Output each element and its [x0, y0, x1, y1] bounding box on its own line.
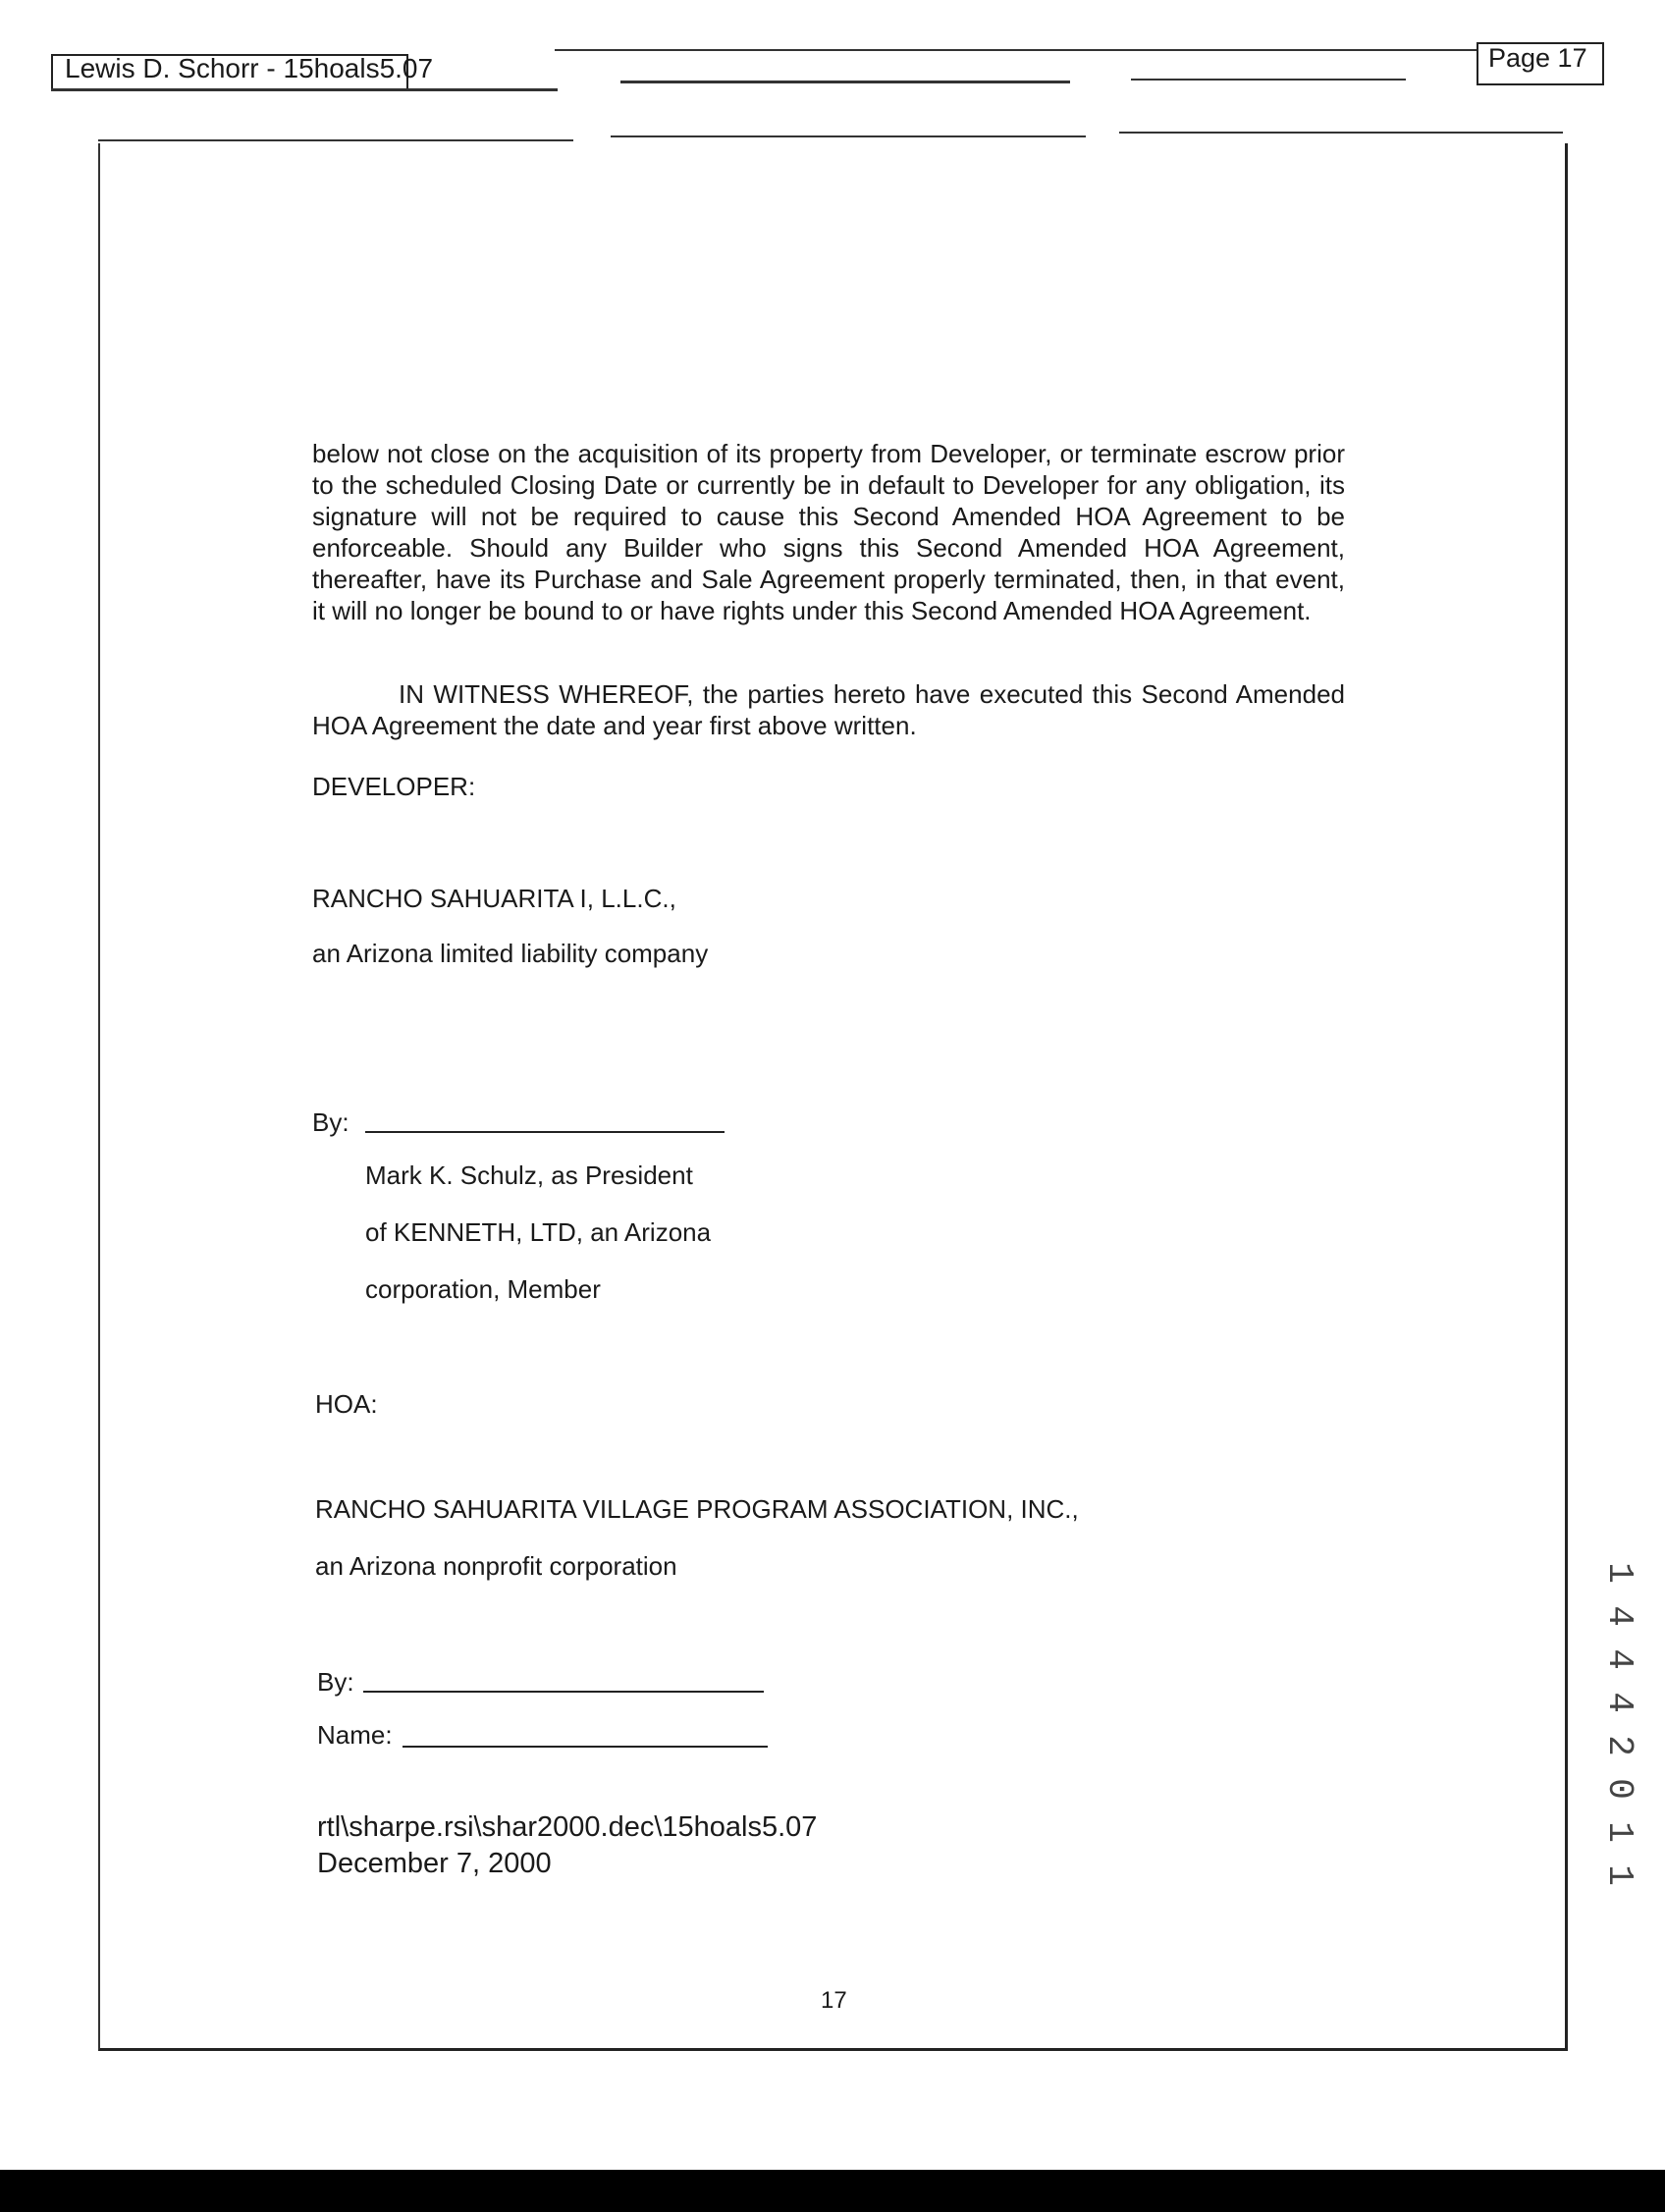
file-path: rtl\sharpe.rsi\shar2000.dec\15hoals5.07 [317, 1811, 818, 1843]
scan-border [0, 2170, 1665, 2212]
stamp-digit: 4 [1599, 1605, 1639, 1627]
developer-heading: DEVELOPER: [312, 772, 476, 801]
header-rule [555, 49, 1477, 51]
page-label: Page 17 [1488, 43, 1587, 73]
header-rule [620, 81, 1070, 83]
side-stamp [1598, 1551, 1638, 1897]
stamp-digit: 4 [1599, 1692, 1639, 1713]
witness-paragraph: IN WITNESS WHEREOF, the parties hereto have executed this Second Amended HOA Agreement the date and year first above written. [312, 679, 1345, 740]
header-rule [51, 88, 558, 91]
frame-top-rule [1119, 132, 1563, 134]
page-number: 17 [821, 1987, 847, 2014]
frame-top-rule [611, 135, 1086, 137]
developer-company: RANCHO SAHUARITA I, L.L.C., [312, 884, 676, 913]
document-label: Lewis D. Schorr - 15hoals5.07 [65, 53, 434, 83]
developer-company-type: an Arizona limited liability company [312, 939, 709, 968]
hoa-company: RANCHO SAHUARITA VILLAGE PROGRAM ASSOCIATION, INC., [315, 1494, 1079, 1524]
developer-signer: of KENNETH, LTD, an Arizona [365, 1217, 712, 1247]
stamp-digit: 0 [1599, 1778, 1639, 1800]
body-paragraph: below not close on the acquisition of its property from Developer, or terminate escrow prior to the scheduled Closing Date or currently be in default to Developer for any obligation, its signature will not be required to cause this Second Amended HOA Agreement to be enforceable. Should any Builder who signs this Second Amended HOA Agreement, thereafter, have its Purchase and Sale Agreement properly terminated, then, in that event, it will no longer be bound to or have rights under this Second Amended HOA Agreement. [312, 439, 1345, 625]
stamp-digit: 1 [1599, 1562, 1639, 1584]
developer-signer: Mark K. Schulz, as President [365, 1160, 693, 1190]
developer-signer: corporation, Member [365, 1274, 601, 1304]
document-frame [98, 143, 1568, 2051]
stamp-digit: 4 [1599, 1648, 1639, 1670]
hoa-signature-line [363, 1691, 764, 1693]
developer-signature-line [365, 1131, 725, 1133]
hoa-heading: HOA: [315, 1389, 378, 1419]
header-rule [1131, 79, 1406, 81]
document-date: December 7, 2000 [317, 1848, 552, 1879]
hoa-company-type: an Arizona nonprofit corporation [315, 1551, 677, 1581]
stamp-digit: 1 [1599, 1864, 1639, 1886]
hoa-name-label: Name: [317, 1720, 393, 1750]
stamp-digit: 1 [1599, 1821, 1639, 1843]
frame-top-rule [98, 139, 573, 141]
developer-by-label: By: [312, 1107, 349, 1137]
stamp-digit: 2 [1599, 1735, 1639, 1756]
hoa-name-line [403, 1746, 768, 1748]
hoa-by-label: By: [317, 1667, 354, 1697]
